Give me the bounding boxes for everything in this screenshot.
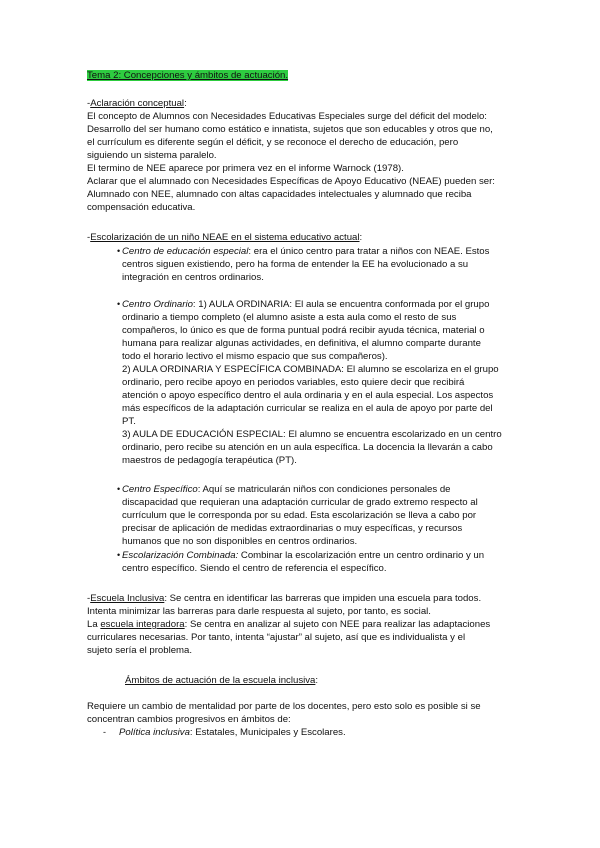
aclaracion-line-4: siguiendo un sistema paralelo. <box>87 150 217 161</box>
centro-especifico-line-3: currículum que le corresponda por su edad. Esta escolarización se lleva a cabo por <box>122 510 477 521</box>
ambitos-line-2: concentran cambios progresivos en ámbitos de: <box>87 714 291 725</box>
centro-ordinario-line-6: 2) AULA ORDINARIA Y ESPECÍFICA COMBINADA: El alumno se escolariza en el grupo <box>122 364 499 375</box>
centro-especifico-line-5: humanos que no son disponibles en centros ordinarios. <box>122 536 358 547</box>
aclaracion-line-3: el currículum es diferente según el déficit, y se reconoce el derecho de educación, pero <box>87 137 459 148</box>
centro-ordinario-line-2: ordinario a tiempo completo (el alumno asiste a esta aula como el resto de sus <box>122 312 457 323</box>
inclusiva-line-1: -Escuela Inclusiva: Se centra en identificar las barreras que impiden una escuela para todos. <box>87 593 482 604</box>
ambitos-heading: Ámbitos de actuación de la escuela inclusiva: <box>125 675 319 686</box>
bullet-1: • <box>117 246 121 256</box>
aclaracion-line-1: El concepto de Alumnos con Necesidades Educativas Especiales surge del déficit del modelo: <box>87 111 487 122</box>
aclaracion-line-6: Aclarar que el alumnado con Necesidades Específicas de Apoyo Educativo (NEAE) pueden ser: <box>87 176 495 187</box>
integradora-line-2: curriculares necesarias. Por tanto, intenta “ajustar” al sujeto, así que es individualista y el <box>87 632 466 643</box>
centro-ordinario-line-3: compañeros, lo único es que de forma puntual podrá recibir ayuda técnica, material o <box>122 325 485 336</box>
aclaracion-line-5: El termino de NEE aparece por primera vez en el informe Warnock (1978). <box>87 163 404 174</box>
aclaracion-line-2: Desarrollo del ser humano como estático e innatista, sujetos que son educables y otros que no, <box>87 124 493 135</box>
bullet-3: • <box>117 484 121 494</box>
politica-inclusiva-line: Política inclusiva: Estatales, Municipales y Escolares. <box>119 727 346 738</box>
bullet-2: • <box>117 299 121 309</box>
inclusiva-line-2: Intenta minimizar las barreras para darle respuesta al sujeto, por tanto, es social. <box>87 606 431 617</box>
aclaracion-heading: -Aclaración conceptual: <box>87 98 187 109</box>
centro-ordinario-line-4: humana para realizar algunas actividades, en definitiva, el alumno comparte durante <box>122 338 481 349</box>
integradora-line-1: La escuela integradora: Se centra en analizar al sujeto con NEE para realizar las adaptaciones <box>87 619 491 630</box>
centro-ordinario-line-12: ordinario, pero recibe su atención en un aula específica. La docencia la llevarán a cabo <box>122 442 493 453</box>
centro-especial-line-3: integración en centros ordinarios. <box>122 272 264 283</box>
bullet-4: • <box>117 550 121 560</box>
centro-especial-line-2: centros siguen existiendo, pero ha forma de entender la EE ha evolucionado a su <box>122 259 469 270</box>
dash-bullet: - <box>103 727 106 737</box>
escolarizacion-combinada-line-1: Escolarización Combinada: Combinar la escolarización entre un centro ordinario y un <box>122 550 485 561</box>
centro-ordinario-line-11: 3) AULA DE EDUCACIÓN ESPECIAL: El alumno se encuentra escolarizado en un centro <box>122 429 502 440</box>
centro-ordinario-line-5: todo el horario lectivo el mismo espacio que sus compañeros). <box>122 351 388 362</box>
title-text: Tema 2: Concepciones y ámbitos de actuación. <box>87 70 289 81</box>
centro-ordinario-line-9: más específicos de la adaptación curricular se realiza en el aula de apoyo por parte del <box>122 403 493 414</box>
aclaracion-line-8: compensación educativa. <box>87 202 196 213</box>
integradora-line-3: sujeto sería el problema. <box>87 645 193 656</box>
page-title <box>87 70 527 82</box>
centro-ordinario-line-1: Centro Ordinario: 1) AULA ORDINARIA: El aula se encuentra conformada por el grupo <box>122 299 490 310</box>
centro-ordinario-line-8: atención o apoyo específico dentro el aula ordinaria y en el aula especial. Los aspectos <box>122 390 494 401</box>
ambitos-line-1: Requiere un cambio de mentalidad por parte de los docentes, pero esto solo es posible si se <box>87 701 481 712</box>
centro-especifico-line-4: precisar de aplicación de medidas extraordinarias o muy específicas, y recursos <box>122 523 463 534</box>
centro-especial-line-1: Centro de educación especial: era el único centro para tratar a niños con NEAE. Estos <box>122 246 490 257</box>
centro-ordinario-line-7: ordinario, pero recibe apoyo en periodos variables, esto quiere decir que recibirá <box>122 377 465 388</box>
centro-ordinario-line-13: maestros de pedagogía terapéutica (PT). <box>122 455 297 466</box>
centro-especifico-line-2: discapacidad que requieran una adaptación curricular de grado extremo respecto al <box>122 497 478 508</box>
centro-ordinario-line-10: PT. <box>122 416 136 427</box>
escolarizacion-heading: -Escolarización de un niño NEAE en el sistema educativo actual: <box>87 232 363 243</box>
aclaracion-line-7: Alumnado con NEE, alumnado con altas capacidades intelectuales y alumnado que reciba <box>87 189 472 200</box>
escolarizacion-combinada-line-2: centro específico. Siendo el centro de referencia el específico. <box>122 563 387 574</box>
centro-especifico-line-1: Centro Específico: Aquí se matricularán niños con condiciones personales de <box>122 484 451 495</box>
